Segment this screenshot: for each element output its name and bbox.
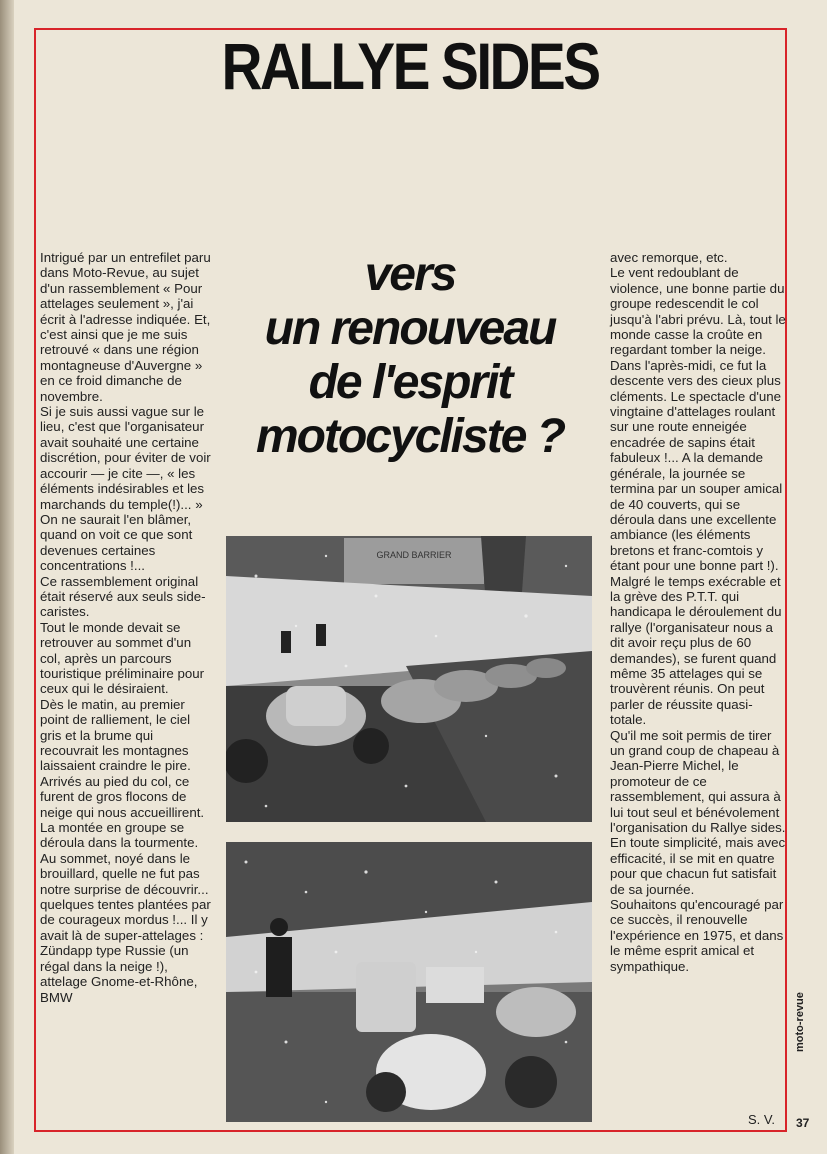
author-signature: S. V. [748, 1112, 775, 1127]
binding-edge [0, 0, 14, 1154]
paragraph: avec remorque, etc. [610, 250, 728, 265]
photo-sidecars-in-snow [226, 842, 592, 1122]
paragraph: Souhaitons qu'encouragé par ce succès, il renouvelle l'expérience en 1975, et dans le même esprit amical et sympathique. [610, 897, 784, 974]
paragraph: Si je suis aussi vague sur le lieu, c'est que l'organisateur avait souhaité une certaine discrétion, pour éviter de voir accourir — je cite —, « les éléments indésirables et les marchands du temple(!)... » On ne saurait l'en blâmer, quand on voit ce que sont devenues certaines concentrations !... [40, 404, 211, 574]
paragraph: Ce rassemblement original était réservé aux seuls side-caristes. [40, 573, 206, 620]
article-subtitle [218, 248, 602, 464]
subtitle-line: de l'esprit [308, 356, 512, 409]
paragraph: Intrigué par un entrefilet paru dans Moto-Revue, au sujet d'un rassemblement « Pour attelages seulement », j'ai écrit à l'adresse indiquée. Et, c'est ainsi que je me suis retrouvé « dans une région montagneuse d'Auvergne » en ce froid dimanche de novembre. [40, 250, 211, 404]
paragraph: La montée en groupe se déroula dans la tourmente. Au sommet, noyé dans le brouillard, quelle ne fut pas notre surprise de découvrir... quelques tentes plantées par de courageux mordus !... Il y avait là de super-attelages : Zündapp type Russie (un régal dans la neige !), attelage Gnome-et-Rhône, BMW [40, 820, 211, 1005]
subtitle-line: un renouveau [264, 302, 556, 355]
paragraph: Qu'il me soit permis de tirer un grand coup de chapeau à Jean-Pierre Michel, le promoteur de ce rassemblement, qui assura à lui tout seul et bénévolement l'organisation du Rallye sides. En toute simplicité, mais avec efficacité, il se mit en quatre pour que chacun fut satisfait de sa journée. [610, 727, 786, 897]
paragraph: Dès le matin, au premier point de ralliement, le ciel gris et la brume qui recouvrait les montagnes laissaient craindre le pire. Arrivés au pied du col, ce furent de gros flocons de neige qui nous accueillirent. [40, 696, 205, 820]
page-title: RALLYE SIDES [221, 29, 599, 103]
magazine-name: moto-revue [794, 992, 806, 1052]
article-column-left [40, 250, 212, 1005]
paragraph: Le vent redoublant de violence, une bonne partie du groupe redescendit le col jusqu'à l'abri prévu. Là, tout le monde casse la croûte en regardant tomber la neige. Dans l'après-midi, ce fut la descente vers des cieux plus cléments. Le spectacle d'une vingtaine d'attelages roulant sur une route enneigée encadrée de sapins était fabuleux !... A la demande générale, la journée se termina par un souper amical de 40 couverts, qui se déroula dans une excellente ambiance (les éléments bretons et franc-comtois y étant pour une bonne part !). [610, 265, 786, 574]
subtitle-line: vers [364, 248, 456, 301]
building-sign: GRAND BARRIER [376, 550, 452, 560]
article-column-right [610, 250, 786, 974]
subtitle-line: motocycliste ? [255, 410, 565, 463]
page-number: 37 [796, 1116, 810, 1130]
paragraph: Tout le monde devait se retrouver au sommet d'un col, après un parcours touristique préliminaire pour ceux qui le désiraient. [40, 619, 205, 697]
paragraph: Malgré le temps exécrable et la grève des P.T.T. qui handicapa le déroulement du rallye (l'organisateur nous a dit avoir reçu plus de 60 demandes), se furent quand même 35 attelages qui se trouvèrent réunis. On peut parler de réussite quasi-totale. [610, 573, 782, 728]
photo-sidecars-at-summit [226, 536, 592, 822]
